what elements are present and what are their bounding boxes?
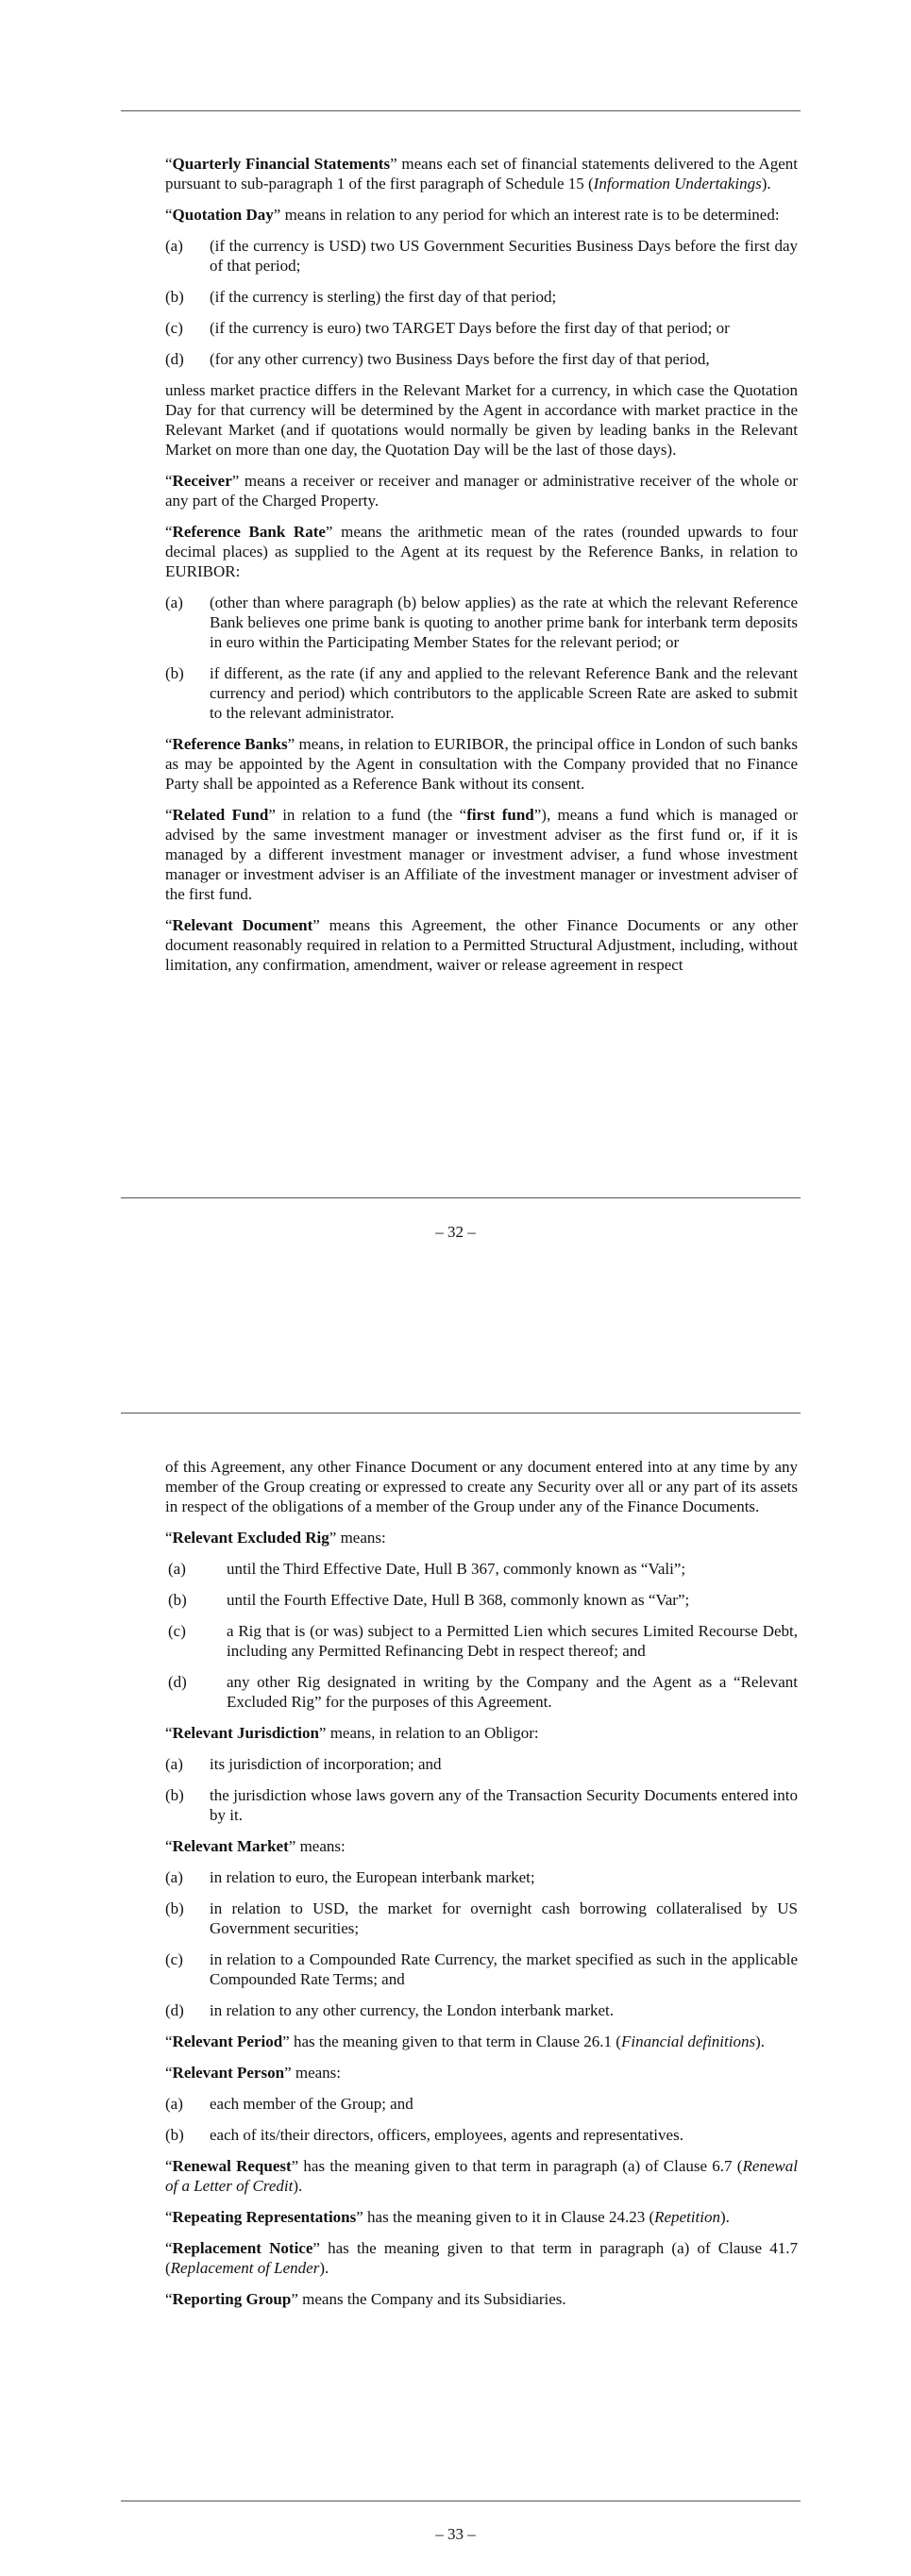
definition-repeating-representations: “Repeating Representations” has the meaning given to it in Clause 24.23 (Repetition). [165, 2208, 730, 2226]
definition-relevant-market: “Relevant Market” means: [165, 1837, 346, 1855]
definition-quarterly-financial-statements: “Quarterly Financial Statements” means each set of financial statements delivered to the Agent pursuant to sub-paragraph 1 of the first paragraph of Schedule 15 (Information Undertakings). [165, 155, 798, 192]
definition-relevant-jurisdiction: “Relevant Jurisdiction” means, in relation to an Obligor: [165, 1724, 539, 1742]
list-item: (a) (other than where paragraph (b) below applies) as the rate at which the relevant Reference Bank believes one prime bank is quoting to another prime bank for interbank term deposits in euro within the Participating Member States for the relevant period; or [165, 594, 798, 651]
list-item: (b) if different, as the rate (if any and applied to the relevant Reference Bank and the relevant currency and period) which contributors to the applicable Screen Rate are asked to submit to the relevant administrator. [165, 664, 798, 722]
list-item: (b) in relation to USD, the market for overnight cash borrowing collateralised by US Government securities; [165, 1899, 798, 1937]
definition-relevant-excluded-rig: “Relevant Excluded Rig” means: [165, 1529, 386, 1547]
list-item: (a) each member of the Group; and [165, 2095, 413, 2113]
continuation-paragraph: of this Agreement, any other Finance Document or any document entered into at any time by any member of the Group creating or expressed to create any Security over all or any part of its assets in respect of the obligations of a member of the Group under any of the Finance Documents. [165, 1458, 798, 1515]
list-item: (a) until the Third Effective Date, Hull B 367, commonly known as “Vali”; [168, 1560, 686, 1578]
definition-reporting-group: “Reporting Group” means the Company and its Subsidiaries. [165, 2290, 566, 2308]
definition-renewal-request: “Renewal Request” has the meaning given to that term in paragraph (a) of Clause 6.7 (Renewal of a Letter of Credit). [165, 2157, 798, 2195]
definition-relevant-person: “Relevant Person” means: [165, 2064, 342, 2082]
quotation-day-tail: unless market practice differs in the Relevant Market for a currency, in which case the Quotation Day for that currency will be determined by the Agent in accordance with market practice in the Relevant Market (and if quotations would normally be given by leading banks in the Relevant Market on more than one day, the Quotation Day will be the last of those days). [165, 381, 798, 459]
definition-receiver: “Receiver” means a receiver or receiver and manager or administrative receiver of the whole or any part of the Charged Property. [165, 472, 798, 510]
definition-related-fund: “Related Fund” in relation to a fund (the “first fund”), means a fund which is managed or advised by the same investment manager or investment adviser as the first fund or, if it is managed by a different investment manager or investment adviser, a fund whose investment manager or investment adviser is an Affiliate of the investment manager or investment adviser of the first fund. [165, 806, 798, 903]
definition-relevant-period: “Relevant Period” has the meaning given to that term in Clause 26.1 (Financial definitions). [165, 2032, 766, 2050]
definition-reference-bank-rate: “Reference Bank Rate” means the arithmetic mean of the rates (rounded upwards to four decimal places) as supplied to the Agent at its request by the Reference Banks, in relation to EURIBOR: [165, 523, 798, 580]
list-item: (b) each of its/their directors, officers, employees, agents and representatives. [165, 2126, 683, 2144]
list-item: (a) (if the currency is USD) two US Government Securities Business Days before the first day of that period; [165, 237, 798, 275]
list-item: (b) until the Fourth Effective Date, Hull B 368, commonly known as “Var”; [168, 1591, 690, 1609]
definition-relevant-document: “Relevant Document” means this Agreement, the other Finance Documents or any other document reasonably required in relation to a Permitted Structural Adjustment, including, without limitation, any confirmation, amendment, waiver or release agreement in respect [165, 916, 798, 974]
definition-replacement-notice: “Replacement Notice” has the meaning given to that term in paragraph (a) of Clause 41.7 (Replacement of Lender). [165, 2239, 798, 2277]
page-32-body [165, 154, 798, 986]
bottom-rule [121, 1197, 801, 1198]
page-33 [0, 1293, 911, 2576]
definition-quotation-day: “Quotation Day” means in relation to any period for which an interest rate is to be determined: [165, 206, 780, 224]
list-item: (c) (if the currency is euro) two TARGET Days before the first day of that period; or [165, 319, 730, 337]
list-item: (d) any other Rig designated in writing by the Company and the Agent as a “Relevant Excluded Rig” for the purposes of this Agreement. [168, 1673, 798, 1711]
page-33-body [165, 1457, 798, 2320]
list-item: (a) its jurisdiction of incorporation; and [165, 1755, 442, 1773]
list-item: (d) in relation to any other currency, the London interbank market. [165, 2001, 614, 2019]
definition-reference-banks: “Reference Banks” means, in relation to EURIBOR, the principal office in London of such banks as may be appointed by the Agent in consultation with the Company provided that no Finance Party shall be appointed as a Reference Bank without its consent. [165, 735, 798, 793]
list-item: (c) in relation to a Compounded Rate Currency, the market specified as such in the applicable Compounded Rate Terms; and [165, 1950, 798, 1988]
page-number: – 32 – [435, 1223, 476, 1241]
list-item: (c) a Rig that is (or was) subject to a Permitted Lien which secures Limited Recourse Debt, including any Permitted Refinancing Debt in respect thereof; and [168, 1622, 798, 1660]
page-number: – 33 – [435, 2525, 476, 2543]
list-item: (b) the jurisdiction whose laws govern any of the Transaction Security Documents entered into by it. [165, 1786, 798, 1824]
list-item: (b) (if the currency is sterling) the first day of that period; [165, 288, 557, 306]
list-item: (a) in relation to euro, the European interbank market; [165, 1868, 535, 1886]
top-rule [121, 110, 801, 111]
list-item: (d) (for any other currency) two Business Days before the first day of that period, [165, 350, 710, 368]
